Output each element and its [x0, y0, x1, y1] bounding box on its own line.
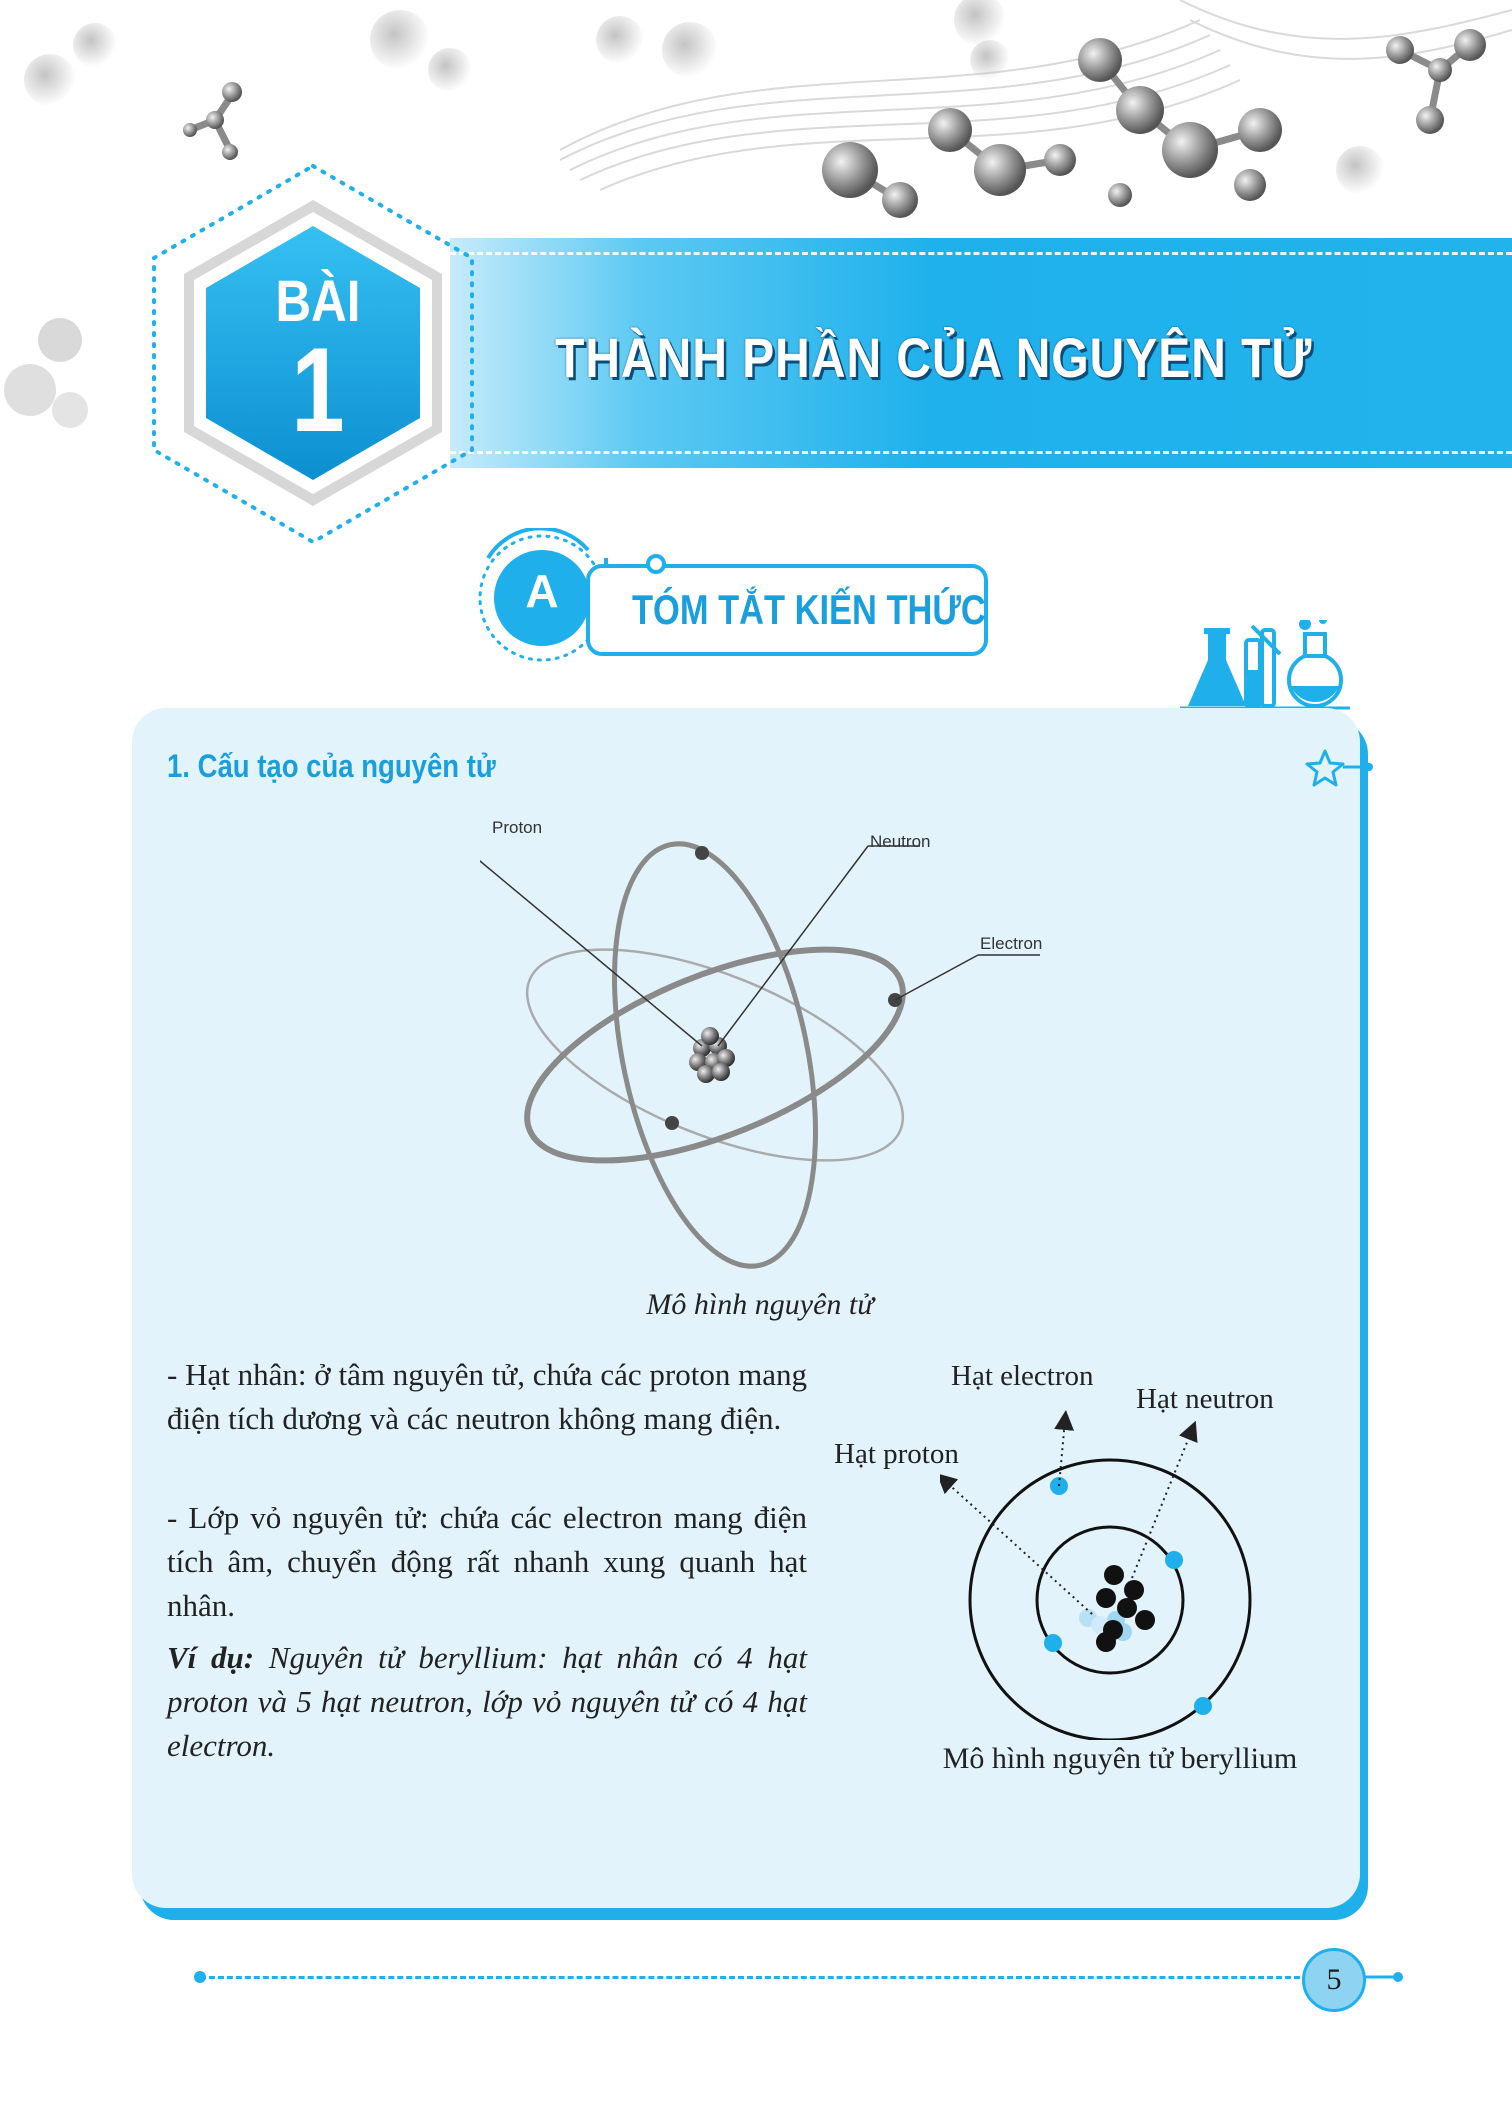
section-a-letter: A [525, 565, 559, 617]
lesson-label: BÀI [275, 269, 361, 334]
lab-glassware-icon [1180, 620, 1350, 710]
atom-label-neutron: Neutron [870, 832, 931, 851]
beryllium-diagram-caption: Mô hình nguyên tử beryllium [942, 1742, 1298, 1775]
molecule-decoration-left [0, 300, 120, 460]
atom-label-proton: Proton [492, 818, 543, 837]
atom-model-diagram [480, 810, 1060, 1290]
beryllium-label-proton: Hạt proton [834, 1438, 959, 1470]
section-heading: 1. Cấu tạo của nguyên tử [167, 748, 496, 784]
beryllium-model-diagram [940, 1400, 1300, 1740]
footer-dots [190, 1967, 1410, 1987]
paragraph-electron-shell: - Lớp vỏ nguyên tử: chứa các electron mang điện tích âm, chuyển động rất nhanh xung quanh hạt nhân. [167, 1500, 807, 1623]
section-a-title: TÓM TẮT KIẾN THỨC [632, 586, 986, 633]
atom-diagram-caption: Mô hình nguyên tử [646, 1288, 874, 1321]
paragraph-nucleus: - Hạt nhân: ở tâm nguyên tử, chứa các proton mang điện tích dương và các neutron không mang điện. [167, 1357, 807, 1436]
beryllium-label-neutron: Hạt neutron [1136, 1383, 1274, 1415]
beryllium-label-electron: Hạt electron [951, 1360, 1094, 1392]
atom-label-electron: Electron [980, 934, 1043, 953]
paragraph-example [167, 1636, 807, 1768]
example-label: Ví dụ: [167, 1640, 255, 1675]
lesson-number: 1 [291, 323, 345, 457]
example-text: Nguyên tử beryllium: hạt nhân có 4 hạt proton và 5 hạt neutron, lớp vỏ nguyên tử có 4 hạt electron. [167, 1640, 807, 1763]
page-number: 5 [1302, 1948, 1366, 2012]
lesson-title: THÀNH PHẦN CỦA NGUYÊN TỬ [555, 326, 1313, 389]
star-icon [1305, 747, 1375, 793]
